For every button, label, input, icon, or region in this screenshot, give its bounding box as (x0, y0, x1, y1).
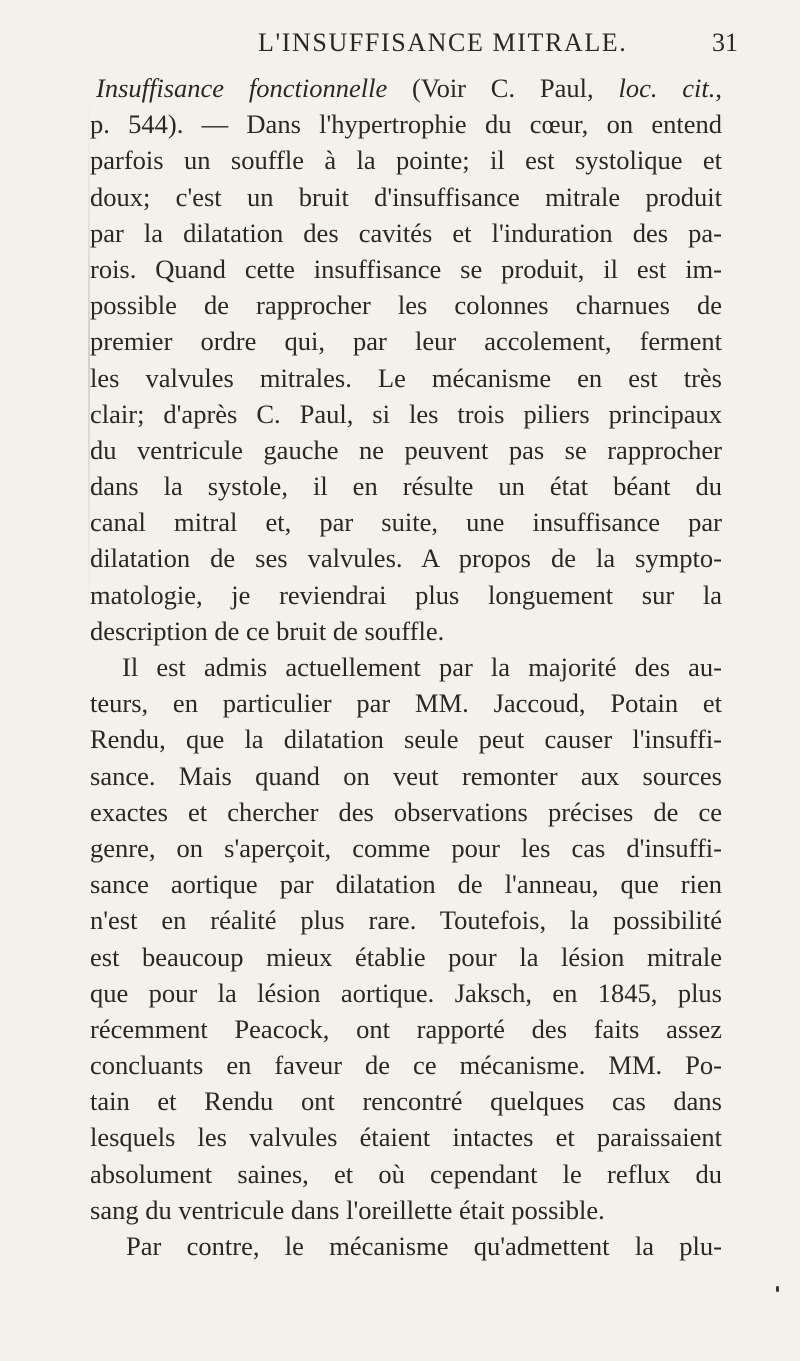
text-line: teurs, en particulier par MM. Jaccoud, Potain et (90, 688, 722, 719)
page-number: 31 (712, 28, 738, 57)
text-line: possible de rapprocher les colonnes charnues de (90, 290, 722, 321)
text-line: dans la systole, il en résulte un état béant du (90, 471, 722, 502)
text-line (96, 70, 722, 106)
ink-speck (776, 1286, 779, 1292)
text-line: p. 544). — Dans l'hypertrophie du cœur, on entend (90, 109, 722, 140)
text-line: parfois un souffle à la pointe; il est systolique et (90, 145, 722, 176)
text-line: du ventricule gauche ne peuvent pas se rapprocher (90, 434, 722, 465)
body-text (90, 70, 722, 1264)
italic-citation: loc. cit. (618, 73, 716, 103)
text-line: canal mitral et, par suite, une insuffisance par (90, 507, 722, 538)
text-line: matologie, je reviendrai plus longuement sur la (90, 579, 722, 610)
text-run: , (715, 73, 722, 103)
text-line: rois. Quand cette insuffisance se produit, il est im- (90, 253, 722, 284)
text-line: dilatation de ses valvules. A propos de la sympto- (90, 543, 722, 574)
text-line: sang du ventricule dans l'oreillette était possible. (90, 1194, 605, 1225)
text-line: par la dilatation des cavités et l'induration des pa- (90, 217, 722, 248)
text-line: description de ce bruit de souffle. (90, 615, 445, 646)
text-line: tain et Rendu ont rencontré quelques cas dans (90, 1086, 722, 1117)
text-line: premier ordre qui, par leur accolement, ferment (90, 326, 722, 357)
running-title: L'INSUFFISANCE MITRALE. (258, 28, 628, 57)
text-line: est beaucoup mieux établie pour la lésion mitrale (90, 941, 722, 972)
text-line: clair; d'après C. Paul, si les trois piliers principaux (90, 398, 722, 429)
text-line: genre, on s'aperçoit, comme pour les cas d'insuffi- (90, 832, 722, 863)
text-run: (Voir C. Paul, (387, 73, 619, 103)
text-line: sance. Mais quand on veut remonter aux sources (90, 760, 722, 791)
running-head (0, 28, 800, 68)
text-line: lesquels les valvules étaient intactes et paraissaient (90, 1122, 722, 1153)
text-line: que pour la lésion aortique. Jaksch, en 1845, plus (90, 977, 722, 1008)
italic-heading: Insuffisance fonctionnelle (96, 73, 388, 103)
text-line: les valvules mitrales. Le mécanisme en est très (90, 362, 722, 393)
text-line: récemment Peacock, ont rapporté des faits assez (90, 1013, 722, 1044)
text-line: Rendu, que la dilatation seule peut causer l'insuffi- (90, 724, 722, 755)
text-line: Par contre, le mécanisme qu'admettent la plu- (126, 1231, 722, 1261)
text-line: Il est admis actuellement par la majorité des au- (122, 652, 722, 682)
text-line: absolument saines, et où cependant le reflux du (90, 1158, 722, 1189)
text-line: exactes et chercher des observations précises de ce (90, 796, 722, 827)
text-line: doux; c'est un bruit d'insuffisance mitrale produit (90, 181, 722, 212)
text-line: concluants en faveur de ce mécanisme. MM. Po- (90, 1050, 722, 1081)
text-line: n'est en réalité plus rare. Toutefois, la possibilité (90, 905, 722, 936)
text-line: sance aortique par dilatation de l'anneau, que rien (90, 869, 722, 900)
